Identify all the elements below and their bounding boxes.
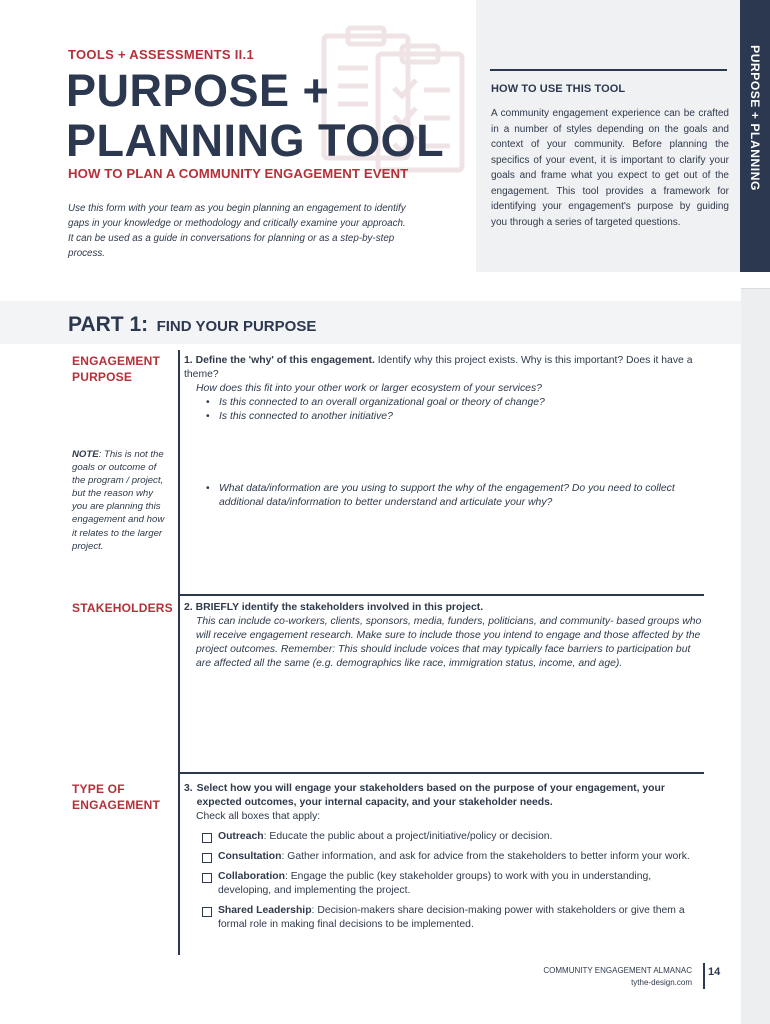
section-label: TOOLS + ASSESSMENTS II.1 [68,47,254,62]
how-to-title: HOW TO USE THIS TOOL [491,83,626,95]
type-divider [178,772,180,955]
checkbox-collaboration[interactable] [202,873,212,883]
part1-heading [68,313,316,337]
checkbox-shared-leadership[interactable] [202,907,212,917]
stakeholders-bottom-rule [178,772,704,774]
page-title [66,66,444,166]
engagement-purpose-label-line2: PURPOSE [72,370,133,384]
question-1-bullet: • Is this connected to an overall organizational goal or theory of change? [184,396,704,410]
type-label-line1: TYPE OF [72,782,125,796]
page-subtitle: HOW TO PLAN A COMMUNITY ENGAGEMENT EVENT [68,166,409,181]
engagement-purpose-label-line1: ENGAGEMENT [72,354,161,368]
side-tab-label: PURPOSE + PLANNING [748,45,762,191]
stakeholders-label: STAKEHOLDERS [72,601,173,615]
page-title-line1: PURPOSE + [66,65,330,116]
option-outreach-name: Outreach [218,831,264,842]
question-3-title: Select how you will engage your stakeholders based on the purpose of your engagement, your expected outcomes, your internal capacity, and your stakeholder needs. [196,783,665,808]
page-number-divider [703,963,705,989]
question-2-number: 2. [184,602,193,613]
footer [543,965,692,989]
engagement-purpose-label [72,353,160,385]
checkbox-outreach[interactable] [202,833,212,843]
option-outreach[interactable] [184,830,704,844]
footer-publication: COMMUNITY ENGAGEMENT ALMANAC [543,966,692,975]
question-1-title: Define the 'why' of this engagement. [195,355,375,366]
part1-title: FIND YOUR PURPOSE [156,318,317,335]
option-collaboration-name: Collaboration [218,871,285,882]
purpose-divider [178,350,180,594]
page-title-line2: PLANNING TOOL [66,115,445,166]
question-1-number: 1. [184,355,193,366]
option-outreach-text: : Educate the public about a project/initiative/policy or decision. [263,831,553,842]
option-collaboration-text: : Engage the public (key stakeholder groups) to work with you in understanding, developing, and implementing the project. [218,871,652,896]
option-collaboration[interactable] [184,870,704,898]
stakeholders-divider [178,594,180,772]
option-consultation[interactable] [184,850,704,864]
question-1-lower [184,482,704,510]
option-shared-leadership-name: Shared Leadership [218,905,312,916]
part1-number: PART 1: [68,313,149,336]
question-2-title: BRIEFLY identify the stakeholders involved in this project. [195,602,484,613]
side-tab-inactive[interactable] [741,288,770,1024]
checkbox-consultation[interactable] [202,853,212,863]
question-3 [184,782,704,932]
intro-text: Use this form with your team as you begin planning an engagement to identify gaps in your knowledge or methodology and critically examine your approach. It can be used as a guide in conversations for planning or as a step-by-step process. [68,203,406,259]
option-shared-leadership-text: : Decision-makers share decision-making power with stakeholders or give them a formal role in making final decisions to be implemented. [218,905,685,930]
question-1-bullet: • Is this connected to another initiative? [184,410,704,424]
question-1-followup: How does this fit into your other work or larger ecosystem of your services? [196,383,542,394]
purpose-note [72,448,170,553]
option-shared-leadership[interactable] [184,904,704,932]
how-to-body: A community engagement experience can be crafted in a number of styles depending on the goals and context of your community. Before planning the specifics of your event, it is important to clarify your goals and frame what you expect to get out of the engagement. This tool provides a framework for identifying your engagement's purpose by guiding you through a series of targeted questions. [491,108,729,228]
question-3-instruction: Check all boxes that apply: [196,811,321,822]
type-of-engagement-label [72,781,160,813]
question-2-text: This can include co-workers, clients, sponsors, media, funders, politicians, and community- based groups who will receive engagement research. Make sure to include those you intend to engage and those affected by the project outcomes. Remember: This should include voices that may typically face barriers to participation but are affected all the same (e.g. demographics like race, immigration status, income, and age). [196,616,702,669]
note-label: NOTE [72,449,99,460]
note-text: : This is not the goals or outcome of the program / project, but the reason why you are planning this engagement and how it relates to the larger project. [72,449,165,552]
question-1-text: Identify why this project exists. Why is this important? Does it have a theme? [184,355,693,380]
option-consultation-name: Consultation [218,851,282,862]
page-number: 14 [708,966,721,978]
type-label-line2: ENGAGEMENT [72,798,161,812]
question-1-bullet: • What data/information are you using to support the why of the engagement? Do you need to collect additional data/information to better understand and articulate your why? [184,482,704,510]
question-3-number: 3. [184,783,193,794]
footer-website[interactable]: tythe-design.com [631,978,692,987]
question-2 [184,601,704,671]
purpose-bottom-rule [178,594,704,596]
question-1 [184,354,704,424]
option-consultation-text: : Gather information, and ask for advice from the stakeholders to better inform your work. [281,851,690,862]
how-to-divider [490,69,727,71]
